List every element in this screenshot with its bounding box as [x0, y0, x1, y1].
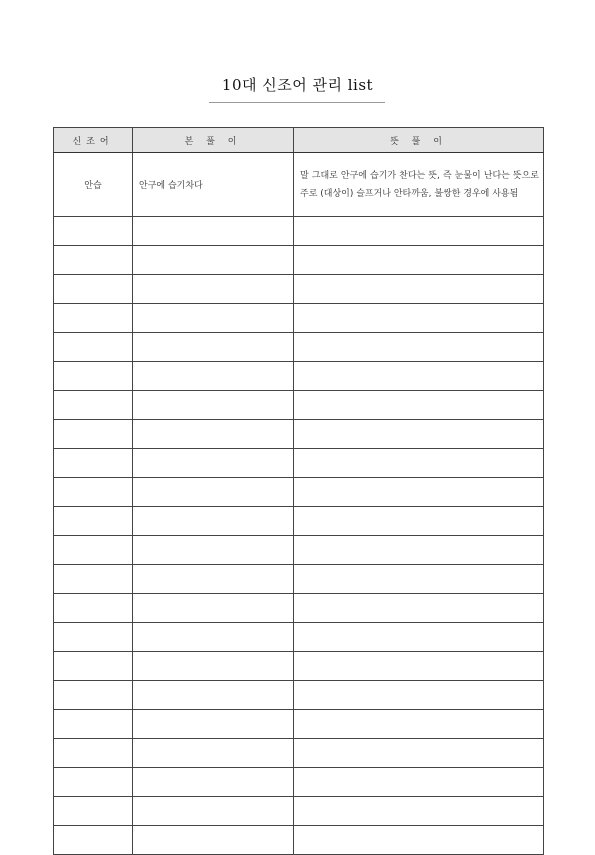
table-row — [54, 826, 544, 855]
slang-table — [53, 127, 544, 855]
cell-word — [54, 681, 133, 710]
cell-word — [54, 623, 133, 652]
header-origin: 본 풀 이 — [133, 128, 294, 153]
table-row — [54, 507, 544, 536]
cell-word — [54, 420, 133, 449]
table-row — [54, 594, 544, 623]
cell-origin — [133, 275, 294, 304]
cell-meaning — [294, 710, 544, 739]
table-row — [54, 797, 544, 826]
table-row — [54, 768, 544, 797]
cell-meaning: 말 그대로 안구에 습기가 찬다는 뜻, 즉 눈물이 난다는 뜻으로 주로 (대상이) 슬프거나 안타까움, 불쌍한 경우에 사용됨 — [294, 153, 544, 217]
cell-origin — [133, 217, 294, 246]
header-word: 신조어 — [54, 128, 133, 153]
cell-meaning — [294, 420, 544, 449]
cell-word — [54, 275, 133, 304]
table-row — [54, 217, 544, 246]
cell-origin — [133, 739, 294, 768]
cell-meaning — [294, 362, 544, 391]
cell-word — [54, 536, 133, 565]
cell-meaning — [294, 681, 544, 710]
cell-word — [54, 391, 133, 420]
cell-meaning — [294, 507, 544, 536]
cell-word — [54, 652, 133, 681]
table-row — [54, 275, 544, 304]
cell-meaning — [294, 275, 544, 304]
cell-word — [54, 478, 133, 507]
table-row — [54, 362, 544, 391]
cell-origin — [133, 565, 294, 594]
cell-meaning — [294, 594, 544, 623]
cell-origin — [133, 420, 294, 449]
cell-origin — [133, 449, 294, 478]
cell-meaning — [294, 333, 544, 362]
cell-word — [54, 507, 133, 536]
cell-meaning — [294, 565, 544, 594]
cell-word — [54, 594, 133, 623]
table-row — [54, 681, 544, 710]
cell-origin — [133, 681, 294, 710]
table-row — [54, 333, 544, 362]
cell-meaning — [294, 652, 544, 681]
cell-word — [54, 217, 133, 246]
cell-word — [54, 304, 133, 333]
cell-word — [54, 362, 133, 391]
cell-word — [54, 739, 133, 768]
cell-meaning — [294, 391, 544, 420]
cell-word: 안습 — [54, 153, 133, 217]
cell-meaning — [294, 536, 544, 565]
table-row — [54, 565, 544, 594]
cell-origin — [133, 333, 294, 362]
cell-origin — [133, 768, 294, 797]
table-header-row — [54, 128, 544, 153]
cell-word — [54, 246, 133, 275]
cell-meaning — [294, 768, 544, 797]
cell-origin — [133, 623, 294, 652]
cell-meaning — [294, 246, 544, 275]
table-row — [54, 739, 544, 768]
cell-meaning — [294, 739, 544, 768]
page-title: 10대 신조어 관리 list — [221, 76, 374, 94]
cell-meaning — [294, 478, 544, 507]
header-meaning: 뜻 풀 이 — [294, 128, 544, 153]
table-row — [54, 536, 544, 565]
cell-origin — [133, 507, 294, 536]
table-row — [54, 478, 544, 507]
table-row — [54, 420, 544, 449]
cell-meaning — [294, 797, 544, 826]
cell-origin — [133, 391, 294, 420]
cell-origin — [133, 304, 294, 333]
table-row — [54, 246, 544, 275]
cell-word — [54, 565, 133, 594]
table-row — [54, 304, 544, 333]
table-row — [54, 710, 544, 739]
cell-origin — [133, 246, 294, 275]
cell-origin — [133, 652, 294, 681]
cell-origin — [133, 826, 294, 855]
cell-word — [54, 449, 133, 478]
cell-meaning — [294, 304, 544, 333]
table-row — [54, 623, 544, 652]
cell-origin — [133, 797, 294, 826]
cell-origin — [133, 536, 294, 565]
cell-meaning — [294, 623, 544, 652]
cell-meaning — [294, 826, 544, 855]
cell-word — [54, 826, 133, 855]
table-row — [54, 449, 544, 478]
title-underline — [209, 102, 385, 103]
cell-origin: 안구에 습기차다 — [133, 153, 294, 217]
cell-word — [54, 333, 133, 362]
cell-origin — [133, 710, 294, 739]
cell-meaning — [294, 217, 544, 246]
cell-origin — [133, 594, 294, 623]
table-row — [54, 652, 544, 681]
cell-word — [54, 768, 133, 797]
cell-meaning — [294, 449, 544, 478]
cell-origin — [133, 362, 294, 391]
cell-word — [54, 797, 133, 826]
cell-word — [54, 710, 133, 739]
cell-origin — [133, 478, 294, 507]
table-row — [54, 391, 544, 420]
table-row — [54, 153, 544, 217]
